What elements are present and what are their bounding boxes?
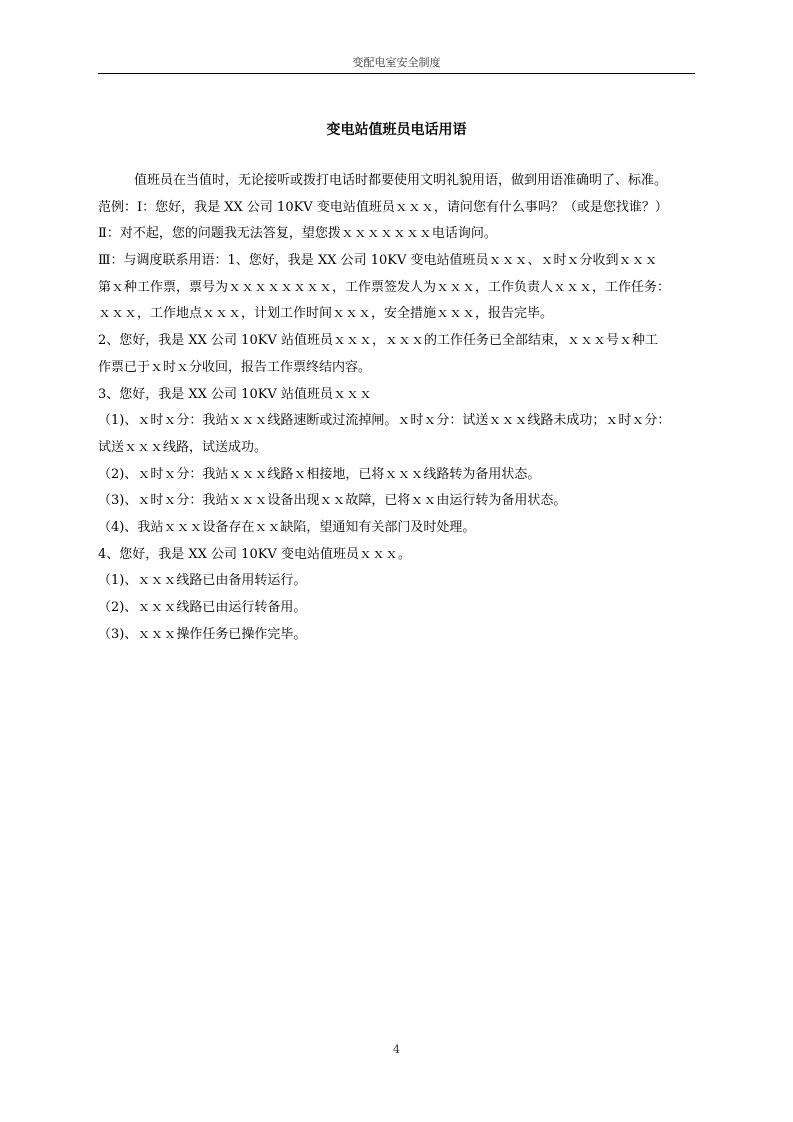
item-4-line: 4、您好，我是 XX 公司 10KV 变电站值班员ｘｘｘ。 (98, 546, 411, 562)
example-3-line-cont: 第ｘ种工作票，票号为ｘｘｘｘｘｘｘｘ，工作票签发人为ｘｘｘ，工作负责人ｘｘｘ，工作任务： (98, 279, 671, 295)
item-2-line: 2、您好，我是 XX 公司 10KV 站值班员ｘｘｘ，ｘｘｘ的工作任务已全部结束，ｘｘｘ号ｘ种工 (98, 333, 658, 349)
item-4-sub-3-line: （3)、ｘｘｘ操作任务已操作完毕。 (98, 626, 307, 642)
example-3-line-cont: ｘｘｘ，工作地点ｘｘｘ，计划工作时间ｘｘｘ，安全措施ｘｘｘ，报告完毕。 (98, 306, 554, 322)
page-number: 4 (393, 1043, 400, 1056)
item-3-sub-4-line: （4)、我站ｘｘｘ设备存在ｘｘ缺陷，望通知有关部门及时处理。 (98, 519, 476, 535)
item-3-line: 3、您好，我是 XX 公司 10KV 站值班员ｘｘｘ (98, 386, 372, 402)
item-3-sub-1-line-cont: 试送ｘｘｘ线路，试送成功。 (98, 439, 268, 455)
page-header: 变配电室安全制度 (352, 56, 441, 69)
item-3-sub-1-line: （1)、ｘ时ｘ分：我站ｘｘｘ线路速断或过流掉闸。ｘ时ｘ分：试送ｘｘｘ线路未成功；ｘ时ｘ分： (98, 413, 671, 429)
document-title: 变电站值班员电话用语 (326, 122, 467, 138)
intro-paragraph-line: 值班员在当值时，无论接听或拨打电话时都要使用文明礼貌用语，做到用语准确明了、标准。 (134, 173, 668, 188)
item-3-sub-3-line: （3)、ｘ时ｘ分：我站ｘｘｘ设备出现ｘｘ故障，已将ｘｘ由运行转为备用状态。 (98, 493, 567, 509)
item-4-sub-1-line: （1)、ｘｘｘ线路已由备用转运行。 (98, 573, 307, 589)
item-2-line-cont: 作票已于ｘ时ｘ分收回，报告工作票终结内容。 (98, 359, 372, 375)
item-4-sub-2-line: （2)、ｘｘｘ线路已由运行转备用。 (98, 600, 307, 615)
header-divider (98, 73, 695, 74)
document-body (98, 172, 698, 652)
example-3-line: Ⅲ：与调度联系用语：1、您好，我是 XX 公司 10KV 变电站值班员ｘｘｘ、ｘ时ｘ分收到ｘｘｘ (98, 253, 658, 269)
example-1-line: 范例：Ⅰ：您好，我是 XX 公司 10KV 变电站值班员ｘｘｘ，请问您有什么事吗？（或是您找谁？） (98, 199, 668, 215)
item-3-sub-2-line: （2)、ｘ时ｘ分：我站ｘｘｘ线路ｘ相接地，已将ｘｘｘ线路转为备用状态。 (98, 466, 541, 482)
example-2-line: Ⅱ：对不起，您的问题我无法答复，望您拨ｘｘｘｘｘｘｘ电话询问。 (98, 226, 497, 242)
